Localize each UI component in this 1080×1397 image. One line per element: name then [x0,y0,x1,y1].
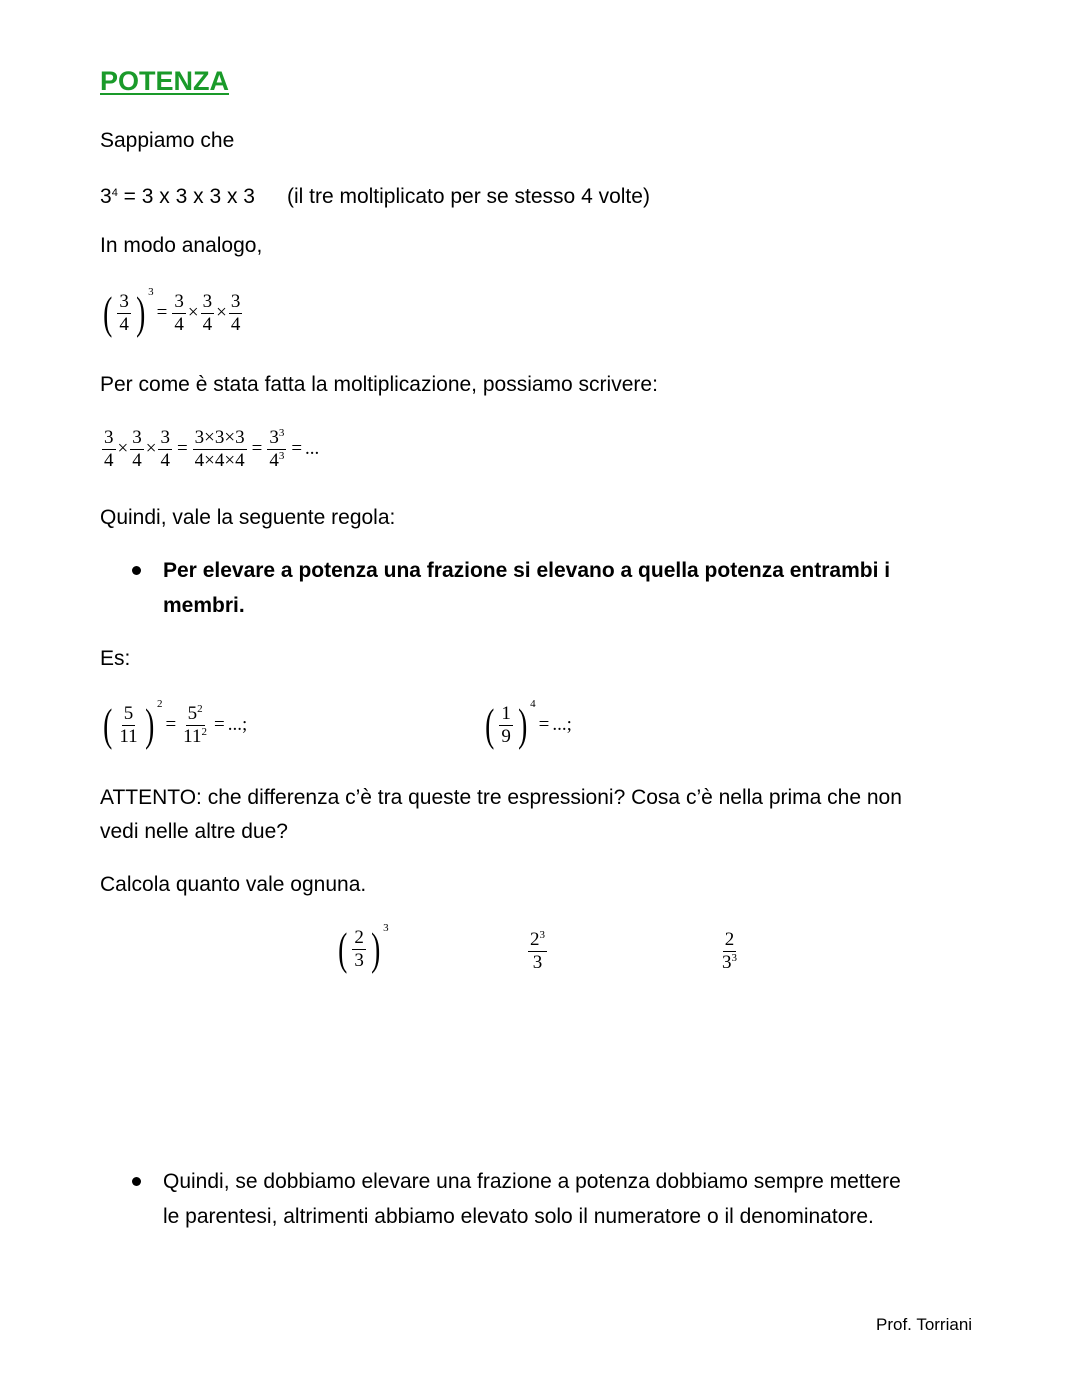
bullet-icon [132,566,141,575]
footer-author: Prof. Torriani [876,1315,973,1334]
example-2: ( $\frac{1}{9}$ ) 4 = ...; [485,698,572,750]
attention-line-1: ATTENTO: che differenza c’è tra queste tre espressioni? Cosa c’è nella prima che non [100,786,902,809]
analog-text: In modo analogo, [100,234,263,257]
example-1: ( $\frac{5}{11}$ ) 2 = $\frac{5^2}{11^2}$ = ...; [103,698,248,750]
bullet-icon [132,1177,141,1186]
page-title: POTENZA [100,66,230,96]
conclusion-line-1: Quindi, se dobbiamo elevare una frazione a potenza dobbiamo sempre mettere [163,1170,901,1193]
power-example: $3^4 = 3$ x 3 x 3 x 3 (il tre moltiplicato per se stesso 4 volte) [100,185,650,208]
expression-3: $\frac{2}{3^3}$ [722,929,737,973]
conclusion-line-2: le parentesi, altrimenti abbiamo elevato solo il numeratore o il denominatore. [163,1205,874,1228]
rule-line-1: Per elevare a potenza una frazione si elevano a quella potenza entrambi i [163,559,891,582]
expression-2: $\frac{2^3}{3}$ [530,929,545,973]
calculate-text: Calcola quanto vale ognuna. [100,873,367,896]
explanation-text: Per come è stata fatta la moltiplicazione, possiamo scrivere: [100,373,658,396]
rule-line-2: membri. [163,594,245,617]
expression-1: ( $\frac{2}{3}$ ) 3 [338,922,389,974]
formula-product: $\frac{3}{4}$ × $\frac{3}{4}$ × $\frac{3}{4}$ = $\frac{3\times 3\times 3}{4\times 4\times 4}$ = $\frac{3^3}{4^3}$ = ... [104,427,320,471]
intro-text: Sappiamo che [100,129,235,152]
attention-line-2: vedi nelle altre due? [100,820,288,843]
rule-intro: Quindi, vale la seguente regola: [100,506,396,529]
formula-power-fraction: ( $\frac{3}{4}$ ) 3 = $\frac{3}{4}$ × $\frac{3}{4}$ × $\frac{3}{4}$ [103,286,241,338]
examples-label: Es: [100,647,131,670]
